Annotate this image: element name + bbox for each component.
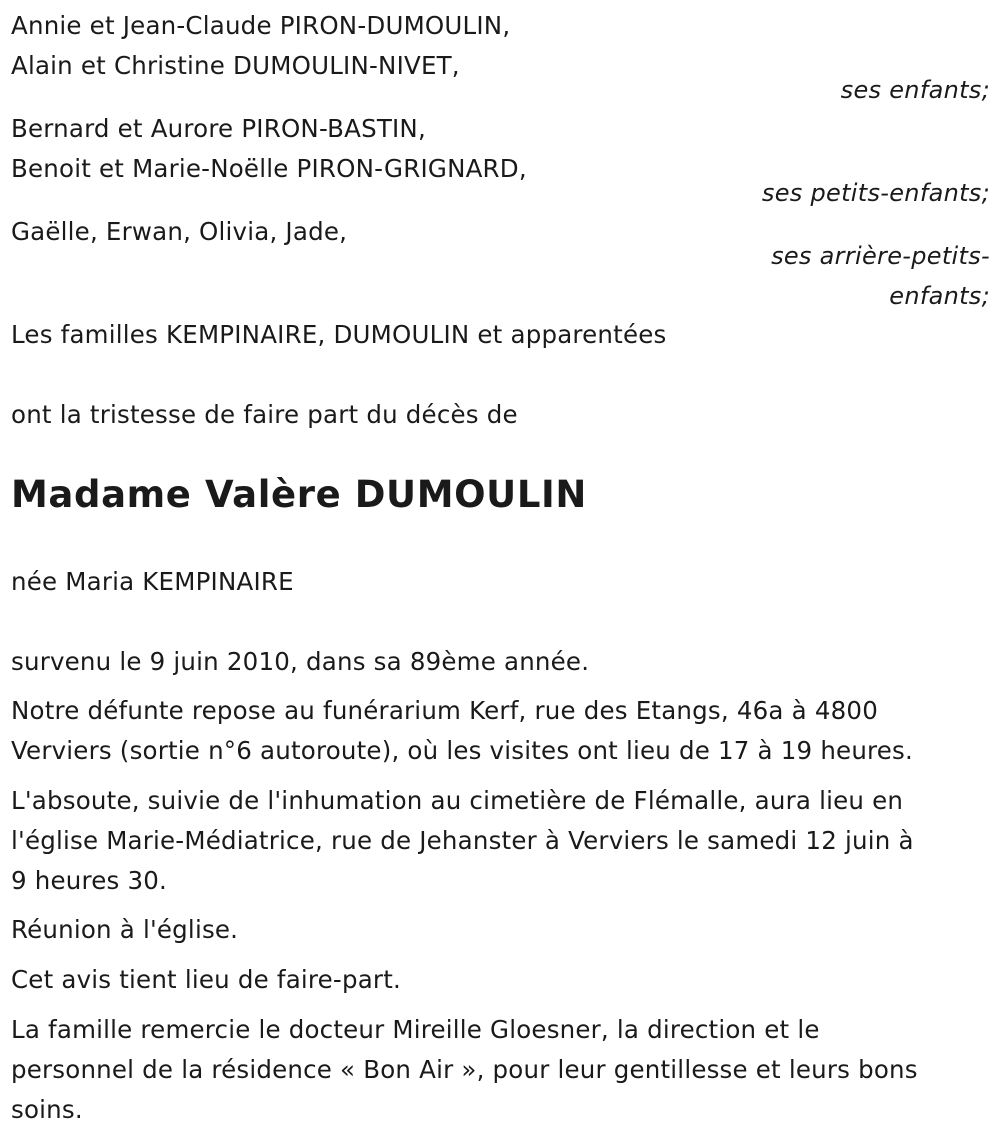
great-grandchildren-role-line-1: ses arrière-petits- xyxy=(771,242,990,270)
children-role: ses enfants; xyxy=(840,76,990,104)
children-line-1: Annie et Jean-Claude PIRON-DUMOULIN, xyxy=(11,11,511,40)
thanks-line-1: La famille remercie le docteur Mireille Gloesner, la direction et le xyxy=(11,1015,820,1044)
great-grandchildren-role-line-2: enfants; xyxy=(889,282,990,310)
funeral-line-2: l'église Marie-Médiatrice, rue de Jehanster à Verviers le samedi 12 juin à xyxy=(11,826,914,855)
grandchildren-line-1: Bernard et Aurore PIRON-BASTIN, xyxy=(11,114,426,143)
funeral-line-1: L'absoute, suivie de l'inhumation au cimetière de Flémalle, aura lieu en xyxy=(11,786,904,815)
thanks-line-3: soins. xyxy=(11,1095,83,1124)
rest-line-1: Notre défunte repose au funérarium Kerf, rue des Etangs, 46a à 4800 xyxy=(11,696,878,725)
death-date-line: survenu le 9 juin 2010, dans sa 89ème année. xyxy=(11,647,590,676)
thanks-line-2: personnel de la résidence « Bon Air », pour leur gentillesse et leurs bons xyxy=(11,1055,918,1084)
meeting-line: Réunion à l'église. xyxy=(11,915,239,944)
great-grandchildren-line: Gaëlle, Erwan, Olivia, Jade, xyxy=(11,217,348,246)
funeral-line-3: 9 heures 30. xyxy=(11,866,168,895)
deceased-name: Madame Valère DUMOULIN xyxy=(11,473,587,516)
children-line-2: Alain et Christine DUMOULIN-NIVET, xyxy=(11,51,460,80)
grandchildren-role: ses petits-enfants; xyxy=(761,179,990,207)
rest-line-2: Verviers (sortie n°6 autoroute), où les visites ont lieu de 17 à 19 heures. xyxy=(11,736,914,765)
notice-line: Cet avis tient lieu de faire-part. xyxy=(11,965,401,994)
grandchildren-line-2: Benoit et Marie-Noëlle PIRON-GRIGNARD, xyxy=(11,154,527,183)
families-line: Les familles KEMPINAIRE, DUMOULIN et apparentées xyxy=(11,320,667,349)
announcement-line: ont la tristesse de faire part du décès de xyxy=(11,400,518,429)
maiden-name: née Maria KEMPINAIRE xyxy=(11,567,294,596)
